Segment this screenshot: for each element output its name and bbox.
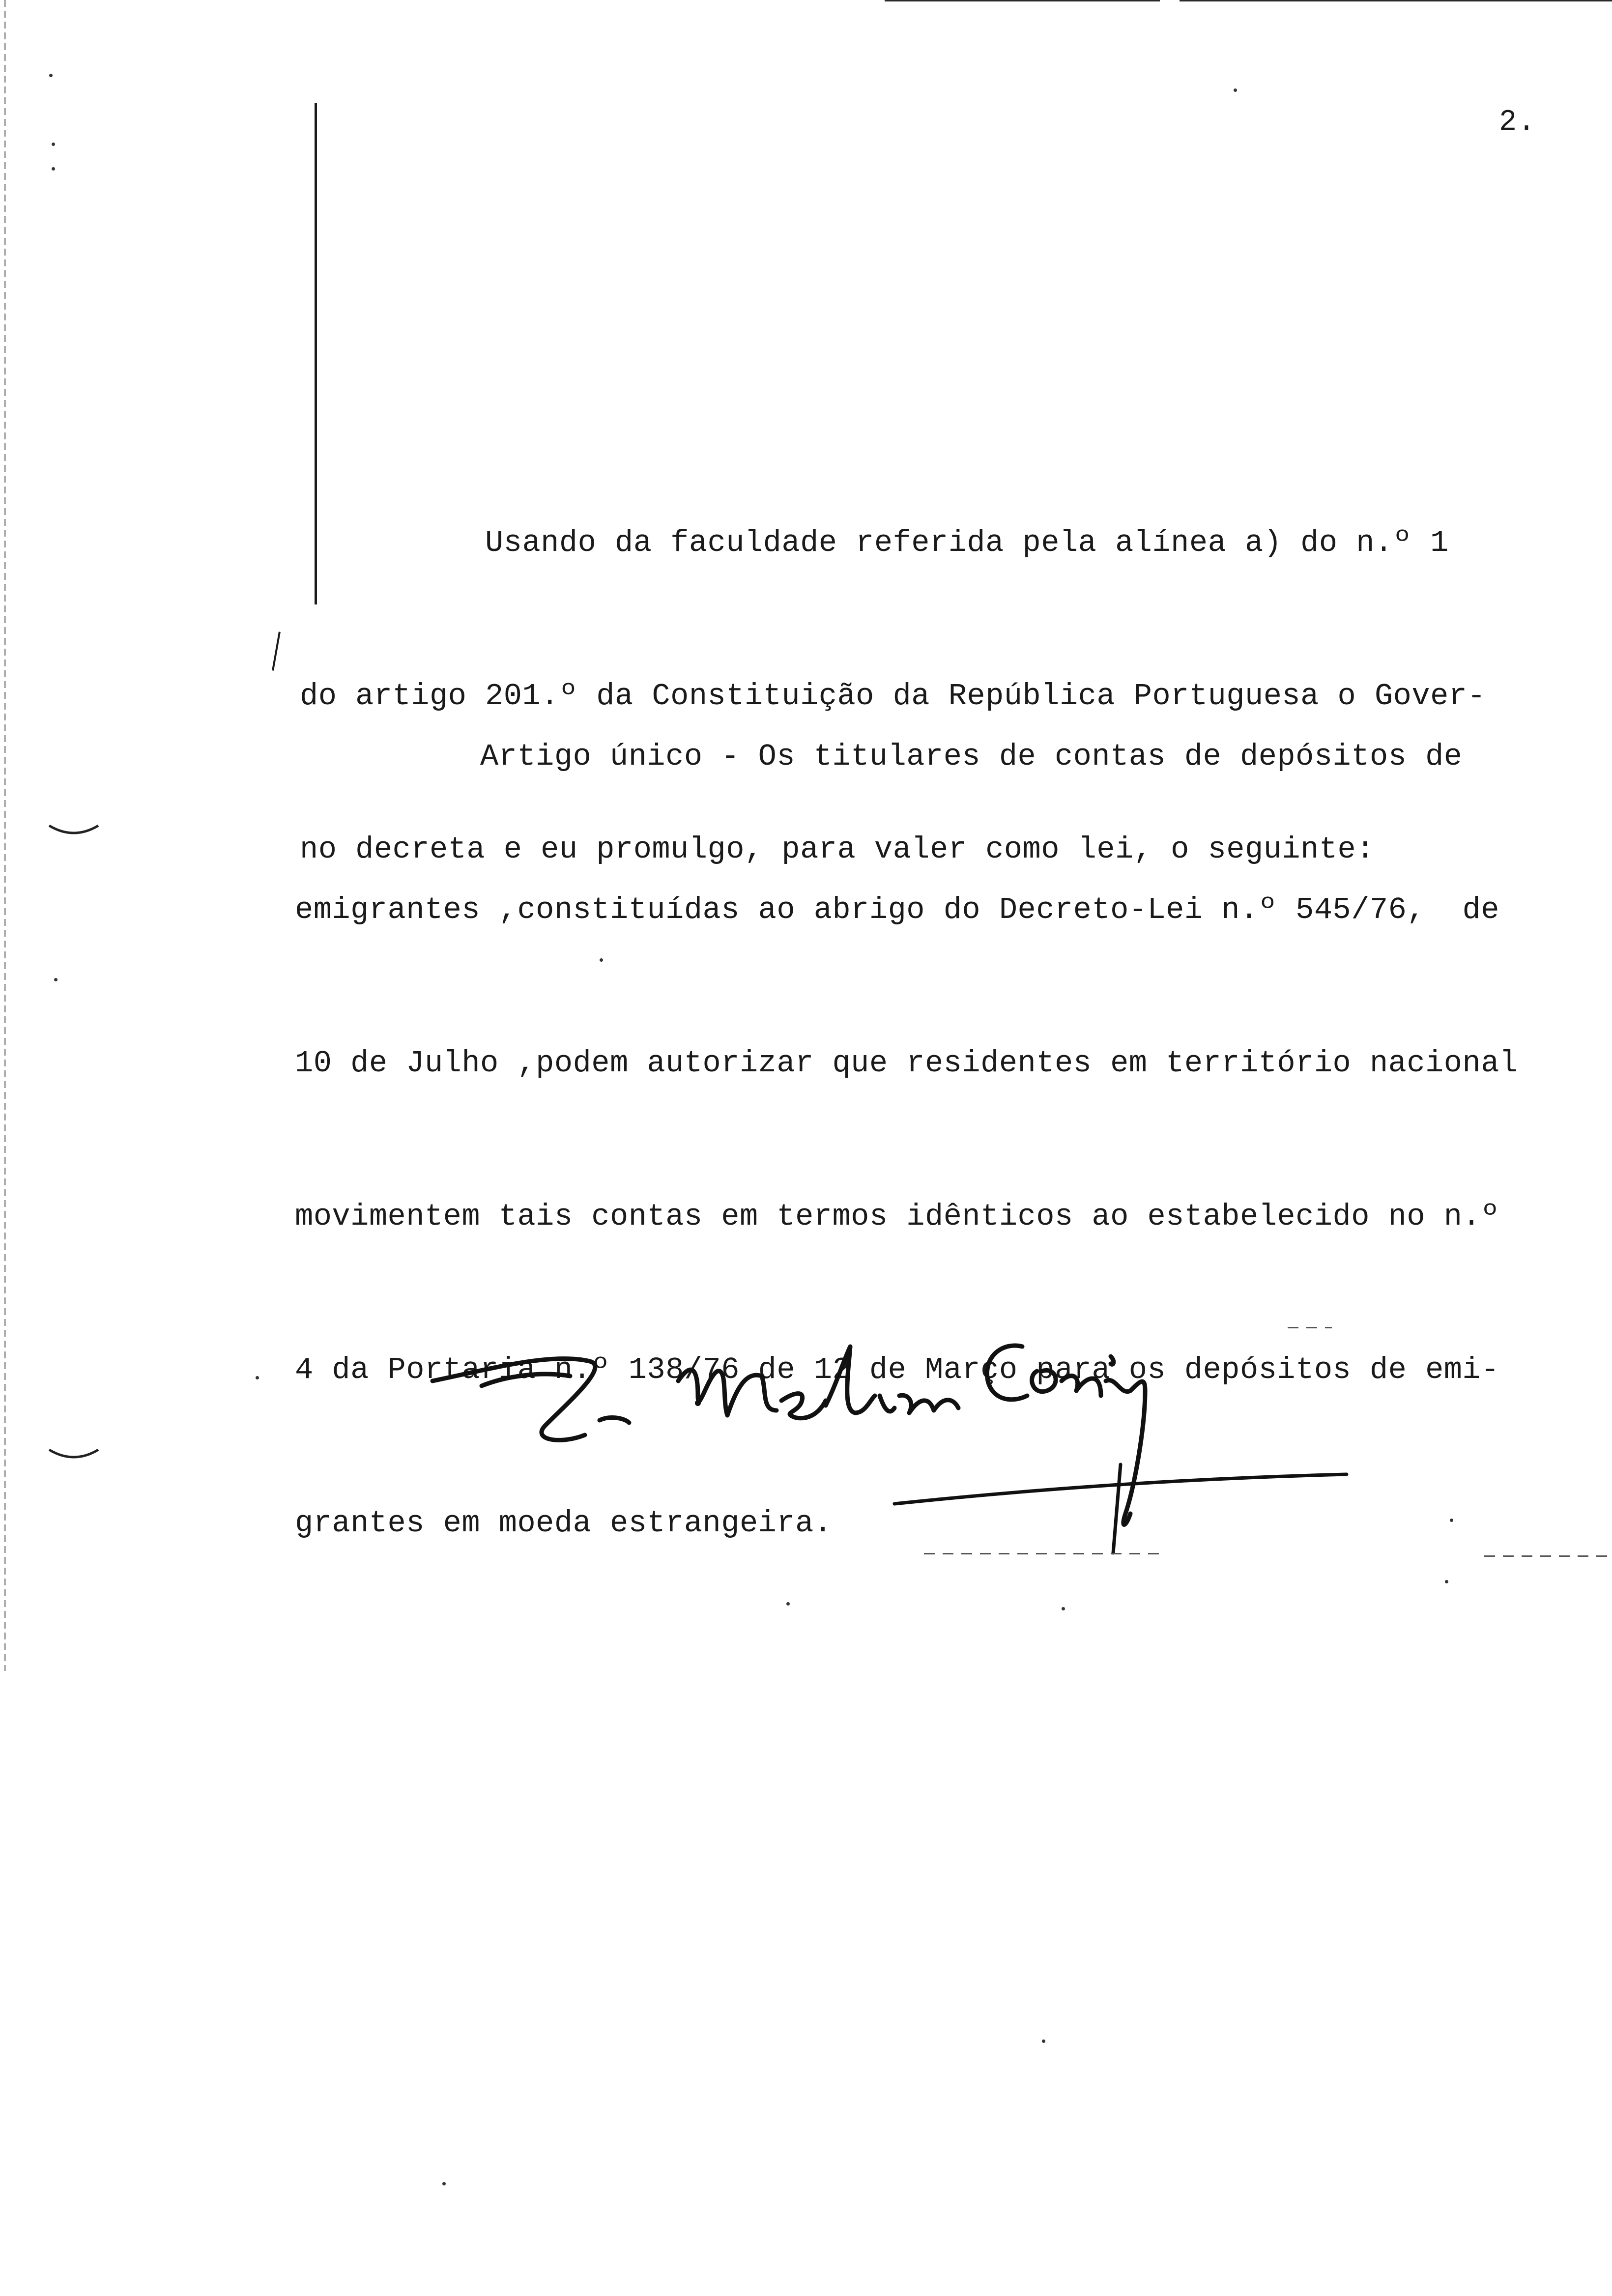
handwritten-signature bbox=[423, 1297, 1356, 1573]
stray-mark bbox=[272, 631, 281, 670]
text-line: 10 de Julho ,podem autorizar que residentes em território nacional bbox=[295, 1046, 1518, 1081]
text-line: 4 da Portaria n.º 138/76 de 12 de Março para os depósitos de emi- bbox=[295, 1352, 1499, 1387]
top-rule bbox=[885, 0, 1160, 1]
text-line: no decreta e eu promulgo, para valer como lei, o seguinte: bbox=[300, 832, 1375, 867]
dashed-line bbox=[1484, 1555, 1612, 1557]
speck bbox=[256, 1376, 259, 1379]
text-line: do artigo 201.º da Constituição da República Portuguesa o Gover- bbox=[300, 679, 1486, 714]
text-line: Artigo único - Os titulares de contas de depósitos de bbox=[295, 739, 1463, 774]
dashed-line bbox=[924, 1553, 1160, 1554]
text-line: grantes em moeda estrangeira. bbox=[295, 1506, 833, 1541]
margin-bracket bbox=[47, 1440, 101, 1469]
text-line: movimentem tais contas em termos idênticos ao estabelecido no n.º bbox=[295, 1199, 1499, 1234]
speck bbox=[1062, 1607, 1065, 1610]
text-line: emigrantes ,constituídas ao abrigo do Decreto-Lei n.º 545/76, de bbox=[295, 892, 1499, 927]
scan-edge-mark bbox=[4, 0, 6, 1671]
speck bbox=[786, 1602, 790, 1606]
top-rule bbox=[1180, 0, 1612, 1]
speck bbox=[1234, 88, 1237, 92]
dashed-line bbox=[1288, 1327, 1332, 1328]
speck bbox=[1450, 1519, 1453, 1522]
speck bbox=[1445, 1580, 1448, 1583]
speck bbox=[1042, 2039, 1045, 2043]
margin-bracket bbox=[47, 816, 101, 845]
page-number: 2. bbox=[1499, 106, 1537, 139]
speck bbox=[49, 74, 53, 77]
text-line: Usando da faculdade referida pela alínea a) do n.º 1 bbox=[300, 525, 1449, 560]
speck bbox=[52, 167, 55, 171]
speck bbox=[442, 2182, 446, 2185]
speck bbox=[52, 143, 55, 146]
speck bbox=[600, 958, 603, 962]
speck bbox=[54, 978, 58, 981]
